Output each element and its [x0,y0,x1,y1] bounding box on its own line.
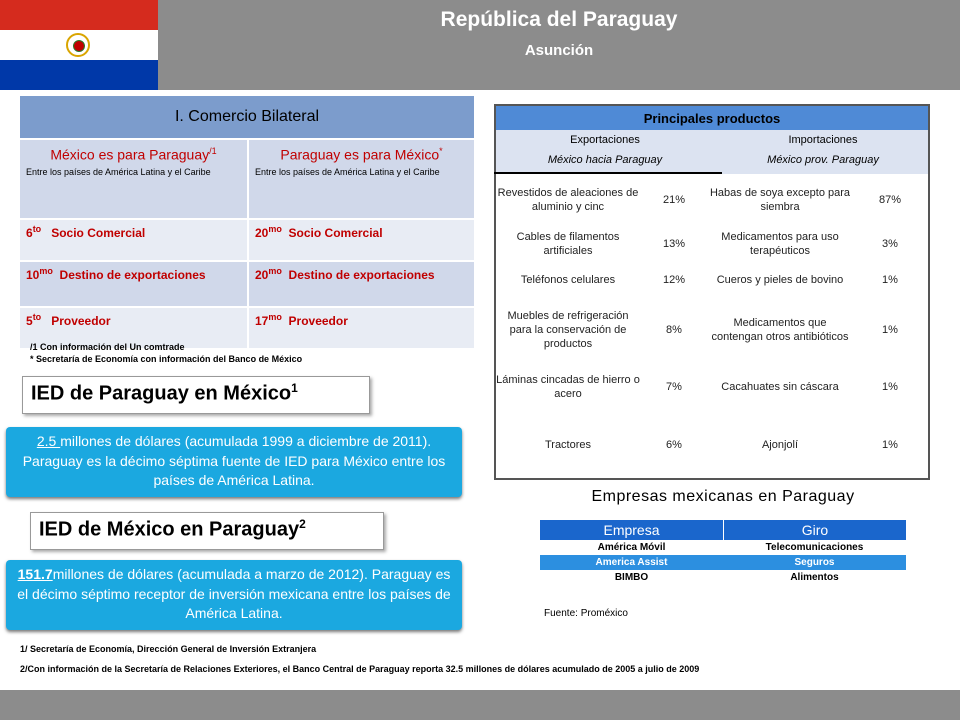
table-row [496,262,928,298]
empresas-title: Empresas mexicanas en Paraguay [591,488,855,505]
page-subtitle: Asunción [524,42,594,59]
ied-paraguay-title: IED de Paraguay en México$^1$ [22,376,370,414]
import-pct: 1% [882,274,898,286]
import-product: Cacahuates sin cáscara [721,380,839,393]
import-product: Habas de soya excepto para siembra [709,186,851,213]
export-pct: 13% [662,238,686,250]
bilateral-cell-right: $17^{mo}$ Proveedor [247,308,474,348]
table-row [496,226,928,262]
import-product: Cueros y pieles de bovino [716,273,844,286]
ied-paraguay-box [6,427,462,497]
products-table [494,104,930,480]
flag-seal-icon [66,33,90,57]
empresa-name: America Assist [595,557,668,568]
table-row [496,362,928,412]
export-pct: 12% [662,274,686,286]
bilateral-note-1: /1 Con información del Un comtrade [30,342,185,352]
table-row [540,555,906,570]
export-pct: 7% [666,381,682,393]
bilateral-note-2: * Secretaría de Economía con información del Banco de México [30,354,303,364]
ied-mexico-box [6,560,462,630]
bilateral-heading: I. Comercio Bilateral [20,96,474,138]
page-title: República del Paraguay [440,8,678,31]
export-product: Láminas cincadas de hierro o acero [496,373,640,400]
exports-sublabel: México hacia Paraguay [547,154,663,166]
paraguay-flag-icon [0,0,158,90]
table-row [496,412,928,478]
bilateral-col1-sup: /1 [209,146,217,156]
footnote-2: 2/Con información de la Secretaría de Relaciones Exteriores, el Banco Central de Paraguay reporta 32.5 millones de dólares acumulado de 2005 a julio de 2009 [20,664,700,674]
import-product: Medicamentos que contengan otros antibióticos [711,316,849,343]
imports-label: Importaciones [788,134,858,146]
table-row [540,540,906,555]
table-row [496,298,928,362]
ied-mexico-amount: 151.7 [17,566,53,582]
ied-mexico-title: IED de México en Paraguay$^2$ [30,512,384,550]
bilateral-cell-left: $5^{to}$ Proveedor [20,308,247,348]
table-row [540,570,906,585]
export-pct: 6% [666,439,682,451]
products-divider [494,172,722,174]
bilateral-col1-header [20,140,247,218]
bilateral-col2-header [247,140,474,218]
import-pct: 1% [882,324,898,336]
export-pct: 8% [666,324,682,336]
bilateral-col1-note: Entre los países de América Latina y el Caribe [26,166,211,177]
ied-mexico-text: millones de dólares (acumulada a marzo de 2012). Paraguay es el décimo séptimo receptor de inversión mexicana entre los países de América Latina. [17,566,451,622]
empresas-col-giro: Giro [723,520,906,540]
exports-label: Exportaciones [570,134,640,146]
imports-sublabel: México prov. Paraguay [767,154,879,166]
export-product: Muebles de refrigeración para la conservación de productos [507,309,629,351]
empresa-giro: Telecomunicaciones [765,542,864,553]
import-product: Ajonjolí [761,438,799,451]
import-pct: 3% [882,238,898,250]
table-row [496,174,928,226]
export-product: Tractores [544,438,592,451]
footer-bar [0,690,960,720]
bilateral-cell-right: $20^{mo}$ Destino de exportaciones [247,262,474,306]
bilateral-cell-right: $20^{mo}$ Socio Comercial [247,220,474,260]
empresa-name: América Móvil [597,542,666,553]
empresas-table [540,520,906,585]
bilateral-cell-left: $6^{to}$ Socio Comercial [20,220,247,260]
import-pct: 87% [878,194,902,206]
export-pct: 21% [662,194,686,206]
export-product: Revestidos de aleaciones de aluminio y cinc [497,186,639,213]
bilateral-cell-left: $10^{mo}$ Destino de exportaciones [20,262,247,306]
bilateral-trade-table [20,96,474,348]
products-heading: Principales productos [496,106,928,130]
export-product: Cables de filamentos artificiales [516,230,620,257]
bilateral-col2-title: Paraguay es para México [280,146,440,163]
footnote-1: 1/ Secretaría de Economía, Dirección General de Inversión Extranjera [20,644,317,654]
empresa-giro: Alimentos [790,572,839,583]
bilateral-col2-note: Entre los países de América Latina y el Caribe [255,166,440,177]
ied-paraguay-amount: 2.5 [36,433,61,449]
import-pct: 1% [882,439,898,451]
bilateral-col1-title: México es para Paraguay [50,146,210,163]
bilateral-row [20,260,474,306]
ied-paraguay-text: millones de dólares (acumulada 1999 a diciembre de 2011). Paraguay es la décimo séptima fuente de IED para México entre los países de América Latina. [22,433,446,489]
empresa-name: BIMBO [614,572,649,583]
bilateral-col2-sup: * [439,146,443,156]
bilateral-row [20,218,474,260]
empresa-giro: Seguros [794,557,835,568]
empresas-col-empresa: Empresa [603,522,660,538]
empresas-source: Fuente: Proméxico [544,608,628,619]
import-product: Medicamentos para uso terapéuticos [721,230,839,257]
import-pct: 1% [882,381,898,393]
export-product: Teléfonos celulares [520,273,616,286]
